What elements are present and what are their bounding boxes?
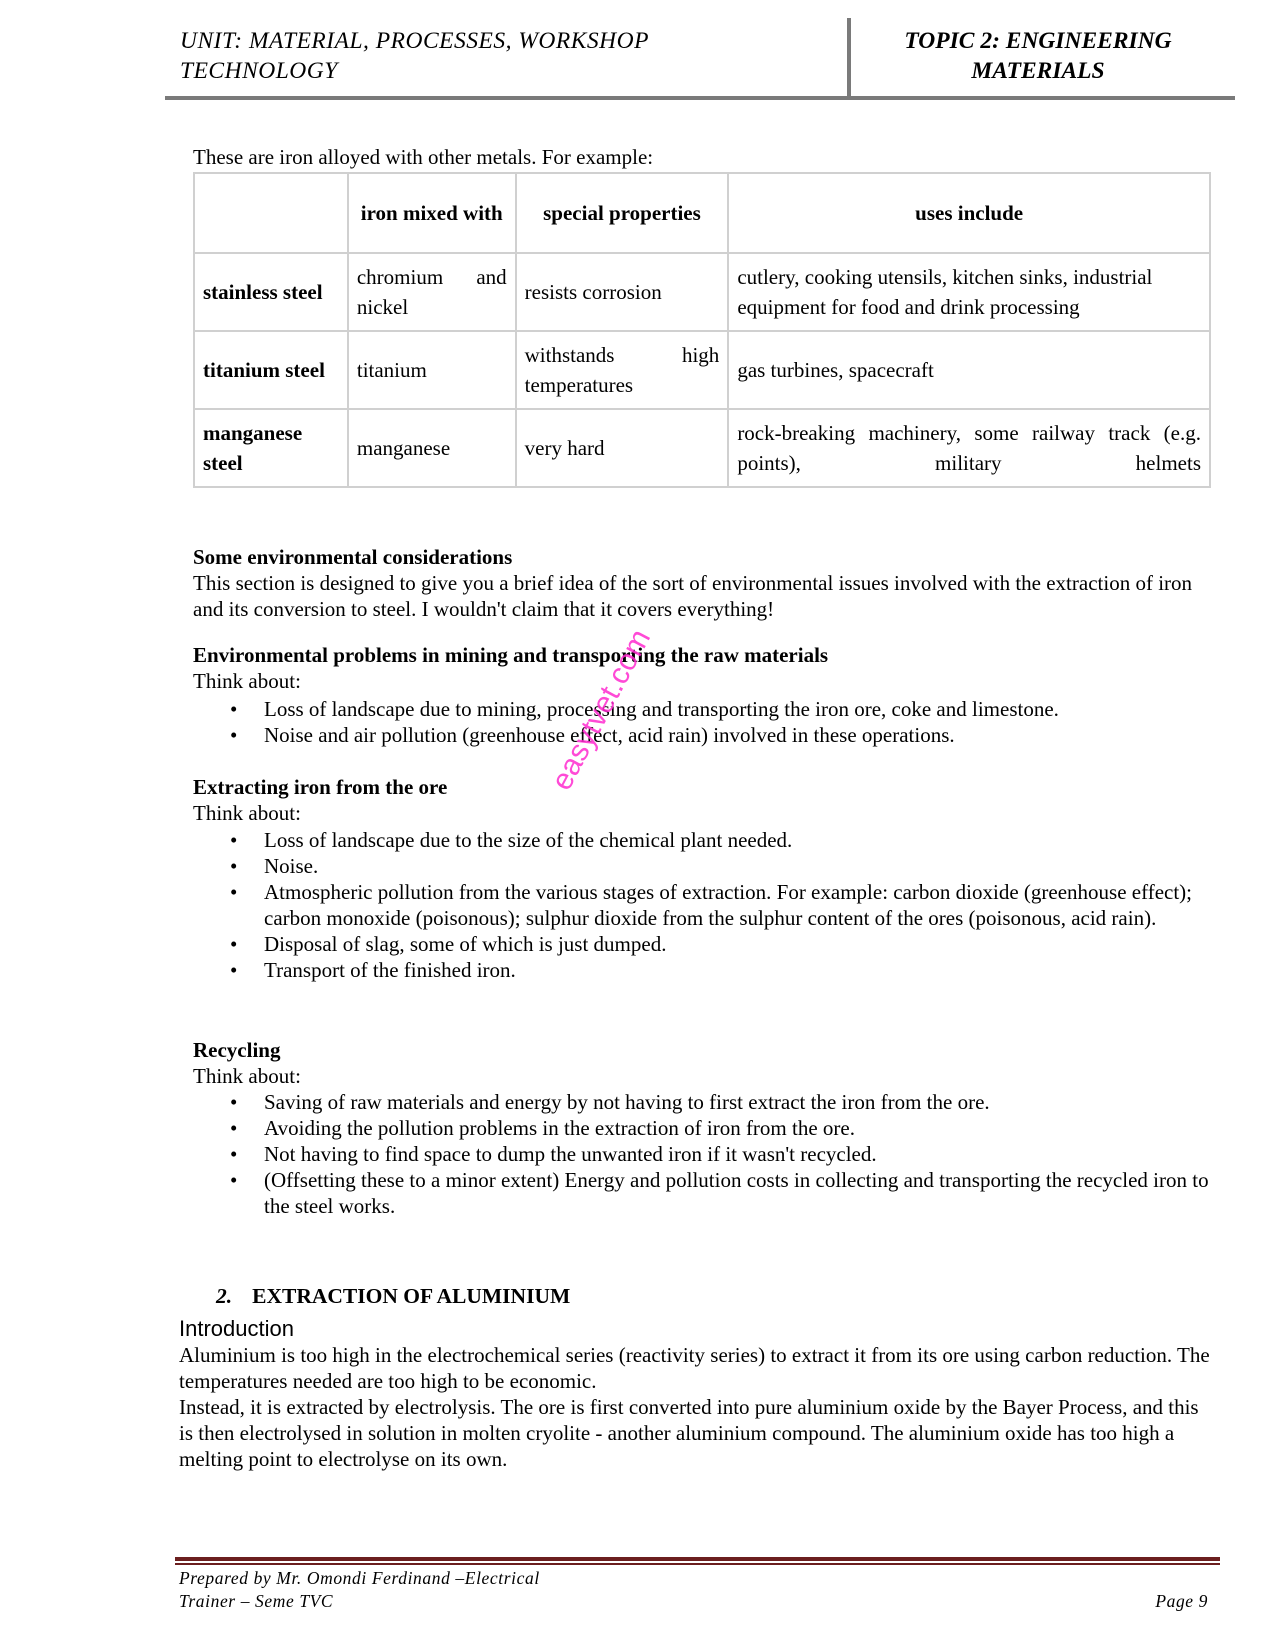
section-title: EXTRACTION OF ALUMINIUM <box>252 1284 571 1308</box>
list-item-text: Disposal of slag, some of which is just dumped. <box>264 932 667 956</box>
table-header-row <box>194 173 1210 253</box>
bullet-icon: • <box>230 932 238 956</box>
list-item <box>230 1089 1214 1115</box>
table-cell-mixed-with: titanium <box>348 331 516 409</box>
footer-rule-thin <box>175 1563 1220 1565</box>
header-topic-line2: MATERIALS <box>971 58 1105 84</box>
list-item <box>230 827 1214 853</box>
list-item-text: Loss of landscape due to mining, processing and transporting the iron ore, coke and limestone. <box>264 697 1059 721</box>
footer-rule-thick <box>175 1557 1220 1561</box>
footer-author-line2: Trainer – Seme TVC <box>179 1591 334 1611</box>
header-unit-line2: TECHNOLOGY <box>180 58 338 84</box>
list-item-text: Saving of raw materials and energy by not having to first extract the iron from the ore. <box>264 1090 990 1114</box>
list-item-text: Not having to find space to dump the unwanted iron if it wasn't recycled. <box>264 1142 877 1166</box>
mining-heading: Environmental problems in mining and transporting the raw materials <box>193 643 829 667</box>
list-item <box>230 931 1214 957</box>
bullet-icon: • <box>230 697 238 721</box>
bullet-icon: • <box>230 880 238 904</box>
list-item-text: Noise. <box>264 854 319 878</box>
list-item-text: Avoiding the pollution problems in the extraction of iron from the ore. <box>264 1116 855 1140</box>
list-item-text: Atmospheric pollution from the various stages of extraction. For example: carbon dioxide (greenhouse effect); carbon monoxide (poisonous); sulphur dioxide from the sulphur content of the ores (poisonous, acid rain). <box>264 880 1192 930</box>
bullet-icon: • <box>230 1090 238 1114</box>
watermark: easytvet.com <box>545 623 658 796</box>
table-cell-properties: resists corrosion <box>516 253 729 331</box>
footer-page-number: Page 9 <box>1155 1591 1208 1611</box>
list-item-text: Loss of landscape due to the size of the chemical plant needed. <box>264 828 793 852</box>
section-number: 2. <box>216 1284 233 1308</box>
list-item <box>230 879 1214 931</box>
list-item <box>230 1141 1214 1167</box>
intro-heading: Introduction <box>179 1316 294 1341</box>
table-cell-uses: rock-breaking machinery, some railway track (e.g. points), military helmets <box>728 409 1210 487</box>
alloy-table <box>193 172 1211 488</box>
extracting-lead: Think about: <box>193 801 301 825</box>
recycling-list <box>230 1089 1214 1219</box>
list-item-text: Noise and air pollution (greenhouse effect, acid rain) involved in these operations. <box>264 723 955 747</box>
list-item-text: (Offsetting these to a minor extent) Energy and pollution costs in collecting and transporting the recycled iron to the steel works. <box>264 1168 1209 1218</box>
table-cell-alloy: stainless steel <box>194 253 348 331</box>
table-row <box>194 331 1210 409</box>
table-row <box>194 409 1210 487</box>
table-cell-mixed-with: manganese <box>348 409 516 487</box>
recycling-lead: Think about: <box>193 1064 301 1088</box>
header-divider-vertical <box>847 18 851 98</box>
header-divider-horizontal <box>165 96 1235 100</box>
table-cell-uses: gas turbines, spacecraft <box>728 331 1210 409</box>
env-text: This section is designed to give you a brief idea of the sort of environmental issues involved with the extraction of iron and its conversion to steel. I wouldn't claim that it covers everything! <box>193 571 1193 621</box>
section-heading <box>216 1284 570 1309</box>
bullet-icon: • <box>230 1116 238 1140</box>
list-item <box>230 957 1214 983</box>
aluminium-para-2: Instead, it is extracted by electrolysis. The ore is first converted into pure aluminium oxide by the Bayer Process, and this is then electrolysed in solution in molten cryolite - another aluminium compound. The aluminium oxide has too high a melting point to electrolyse on its own. <box>179 1395 1199 1471</box>
table-cell-uses: cutlery, cooking utensils, kitchen sinks, industrial equipment for food and drink processing <box>728 253 1210 331</box>
table-row <box>194 253 1210 331</box>
footer-author-line1: Prepared by Mr. Omondi Ferdinand –Electrical <box>179 1568 540 1588</box>
bullet-icon: • <box>230 1142 238 1166</box>
table-header-blank <box>194 173 348 253</box>
mining-lead: Think about: <box>193 669 301 693</box>
header-unit-line1: UNIT: MATERIAL, PROCESSES, WORKSHOP <box>180 28 649 54</box>
extracting-heading: Extracting iron from the ore <box>193 775 448 799</box>
env-heading: Some environmental considerations <box>193 545 513 569</box>
table-cell-alloy: manganese steel <box>194 409 348 487</box>
bullet-icon: • <box>230 1168 238 1192</box>
list-item <box>230 722 1214 748</box>
table-header-mixed-with: iron mixed with <box>348 173 516 253</box>
table-intro: These are iron alloyed with other metals. For example: <box>193 145 654 169</box>
header-unit-title <box>180 26 780 86</box>
table-cell-mixed-with: chromium and nickel <box>348 253 516 331</box>
list-item <box>230 1167 1214 1219</box>
list-item-text: Transport of the finished iron. <box>264 958 516 982</box>
bullet-icon: • <box>230 854 238 878</box>
table-header-properties: special properties <box>516 173 729 253</box>
list-item <box>230 853 1214 879</box>
table-cell-alloy: titanium steel <box>194 331 348 409</box>
header-topic-title <box>858 26 1218 86</box>
mining-list <box>230 696 1214 748</box>
aluminium-para-1: Aluminium is too high in the electrochemical series (reactivity series) to extract it from its ore using carbon reduction. The temperatures needed are too high to be economic. <box>179 1343 1210 1393</box>
recycling-heading: Recycling <box>193 1038 281 1062</box>
footer-author <box>179 1567 540 1613</box>
header-topic-line1: TOPIC 2: ENGINEERING <box>904 28 1172 54</box>
table-header-uses: uses include <box>728 173 1210 253</box>
bullet-icon: • <box>230 828 238 852</box>
list-item <box>230 696 1214 722</box>
bullet-icon: • <box>230 958 238 982</box>
table-cell-properties: withstands high temperatures <box>516 331 729 409</box>
list-item <box>230 1115 1214 1141</box>
bullet-icon: • <box>230 723 238 747</box>
table-cell-properties: very hard <box>516 409 729 487</box>
extracting-list <box>230 827 1214 983</box>
